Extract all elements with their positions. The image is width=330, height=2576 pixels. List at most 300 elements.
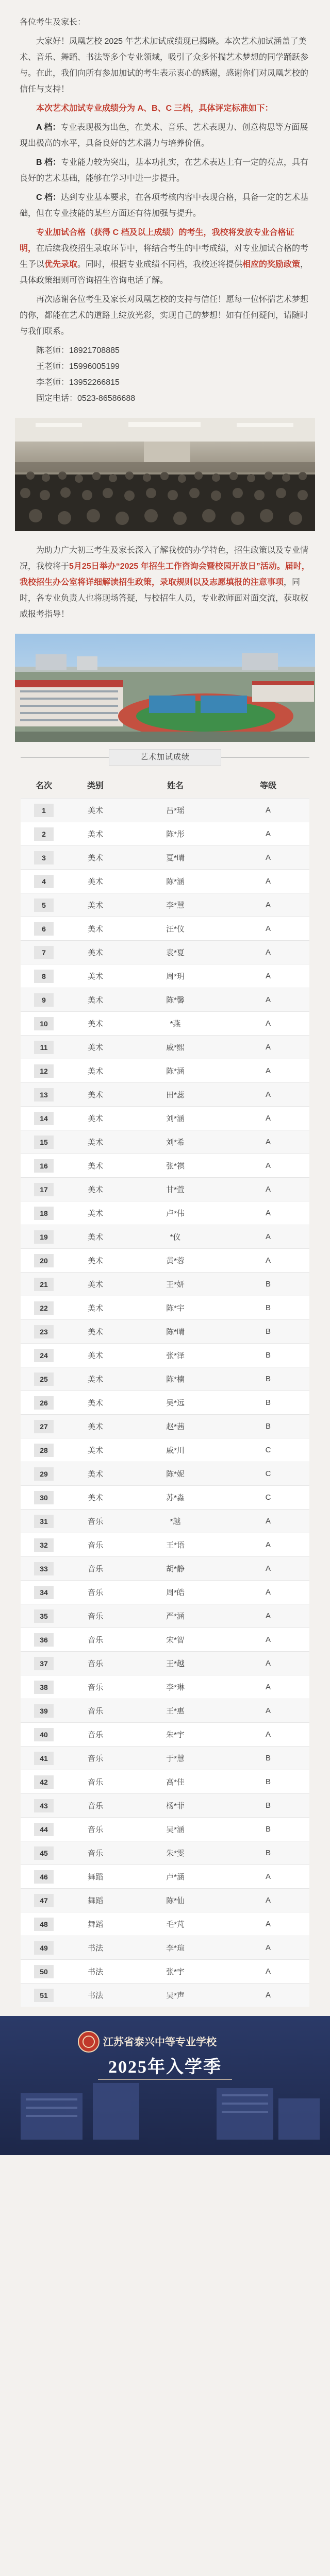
grade-cell: A <box>265 1706 271 1715</box>
table-row <box>21 845 309 869</box>
rank-number: 21 <box>34 1278 54 1291</box>
rank-cell <box>21 1444 67 1457</box>
grade-c-text: 达到专业基本要求，在各项考核内容中表现合格，具备一定的艺术基础，但在专业技能的某些方面还有待加强与提升。 <box>20 193 309 218</box>
table-row <box>21 1438 309 1462</box>
rank-cell <box>21 1112 67 1125</box>
rank-number: 12 <box>34 1064 54 1078</box>
table-row <box>21 917 309 940</box>
grade-cell: A <box>265 1588 271 1597</box>
name-cell: 汪*仪 <box>166 925 185 934</box>
category-cell: 美术 <box>87 948 103 957</box>
name-cell: 卢*涵 <box>166 1873 185 1882</box>
table-row <box>21 1793 309 1817</box>
grade-cell: A <box>265 901 271 909</box>
contact-item: 固定电话：0523-86586688 <box>36 394 136 403</box>
grade-cell: B <box>265 1801 271 1810</box>
rank-cell <box>21 1396 67 1410</box>
name-cell: 张*祺 <box>166 1162 185 1171</box>
name-cell: 朱*宇 <box>166 1731 185 1739</box>
grade-cell: A <box>265 1232 271 1241</box>
rank-cell <box>21 1775 67 1789</box>
name-cell: 夏*晴 <box>166 854 185 862</box>
rank-cell <box>21 1515 67 1528</box>
name-cell: 戚*熙 <box>166 1043 185 1052</box>
grade-cell: A <box>265 1161 271 1170</box>
name-cell: 于*慧 <box>166 1754 185 1763</box>
grade-cell: A <box>265 853 271 862</box>
table-header <box>21 771 309 798</box>
rank-number: 9 <box>34 993 54 1007</box>
table-row <box>21 869 309 893</box>
grade-criteria-heading: 本次艺术加试专业成绩分为 A、B、C 三档，具体评定标准如下： <box>36 104 273 113</box>
table-row <box>21 822 309 845</box>
table-row <box>21 1248 309 1272</box>
name-cell: *燕 <box>170 1020 181 1028</box>
rank-number: 49 <box>34 1941 54 1955</box>
rank-cell <box>21 1704 67 1718</box>
rank-cell <box>21 1467 67 1481</box>
grade-cell: C <box>265 1446 271 1454</box>
rank-number: 26 <box>34 1396 54 1410</box>
rank-number: 37 <box>34 1657 54 1670</box>
rank-cell <box>21 1681 67 1694</box>
grade-cell: A <box>265 1943 271 1952</box>
rank-number: 32 <box>34 1538 54 1552</box>
name-cell: 陈*彤 <box>166 830 185 839</box>
open-day-text-1: 为助力广大初三考生及家长深入了解我校的办学特色，招生政策以及专业情况，我校将于 <box>20 546 309 571</box>
rank-number: 10 <box>34 1017 54 1030</box>
name-cell: 王*妍 <box>166 1280 185 1289</box>
rank-number: 20 <box>34 1254 54 1267</box>
category-cell: 音乐 <box>87 1849 103 1858</box>
name-cell: 陈*仙 <box>166 1896 185 1905</box>
policy-red-2: 优先录取 <box>44 260 78 269</box>
grade-cell: B <box>265 1777 271 1786</box>
rank-number: 51 <box>34 1989 54 2002</box>
grade-cell: A <box>265 1896 271 1905</box>
open-day-highlight: 5月25日举办“2025 年招生工作咨询会暨校园开放日”活动。届时，我校招生办公室将详细解读招生政策，录取规则以及志愿填报的注意事项 <box>20 562 310 587</box>
rank-number: 13 <box>34 1088 54 1101</box>
open-day-paragraph <box>20 543 310 622</box>
grade-cell: A <box>265 1920 271 1928</box>
grade-cell: B <box>265 1351 271 1360</box>
name-cell: 黄*蓉 <box>166 1257 185 1265</box>
name-cell: 严*涵 <box>166 1612 185 1621</box>
category-cell: 美术 <box>87 1399 103 1408</box>
rank-cell <box>21 1372 67 1386</box>
name-cell: 陈*涵 <box>166 1067 185 1076</box>
table-row <box>21 1485 309 1509</box>
rank-cell <box>21 1918 67 1931</box>
name-cell: 吴*远 <box>166 1399 185 1408</box>
grade-b-text: 专业能力较为突出，基本功扎实，在艺术表达上有一定的亮点，具有良好的艺术基础，能够在学习中进一步提升。 <box>20 158 309 183</box>
category-cell: 美术 <box>87 1257 103 1265</box>
rank-number: 2 <box>34 827 54 841</box>
name-cell: 甘*萱 <box>166 1185 185 1194</box>
rank-number: 27 <box>34 1420 54 1433</box>
category-cell: 音乐 <box>87 1517 103 1526</box>
name-cell: 刘*涵 <box>166 1114 185 1123</box>
scores-banner-title: 艺术加试成绩 <box>140 753 190 761</box>
category-cell: 书法 <box>87 1968 103 1976</box>
table-row <box>21 964 309 988</box>
table-row <box>21 1628 309 1651</box>
category-cell: 美术 <box>87 1280 103 1289</box>
rank-number: 31 <box>34 1515 54 1528</box>
rank-cell <box>21 1064 67 1078</box>
grade-c-description <box>20 190 310 222</box>
grade-cell: A <box>265 1114 271 1123</box>
rank-number: 40 <box>34 1728 54 1741</box>
name-cell: 张*泽 <box>166 1351 185 1360</box>
category-cell: 书法 <box>87 1991 103 2000</box>
name-cell: 袁*夏 <box>166 948 185 957</box>
table-row <box>21 1604 309 1628</box>
category-cell: 美术 <box>87 1043 103 1052</box>
category-cell: 美术 <box>87 854 103 862</box>
rank-number: 4 <box>34 875 54 888</box>
category-cell: 美术 <box>87 1091 103 1099</box>
grade-cell: B <box>265 1825 271 1834</box>
grade-cell: A <box>265 1019 271 1028</box>
grade-cell: B <box>265 1280 271 1289</box>
grade-cell: A <box>265 1540 271 1549</box>
rank-number: 48 <box>34 1918 54 1931</box>
table-row <box>21 1817 309 1841</box>
category-cell: 音乐 <box>87 1731 103 1739</box>
table-row <box>21 1201 309 1225</box>
rank-cell <box>21 1941 67 1955</box>
name-cell: 王*惠 <box>166 1707 185 1716</box>
table-row <box>21 1035 309 1059</box>
table-row <box>21 1533 309 1556</box>
grade-b-description <box>20 155 310 187</box>
rank-number: 23 <box>34 1325 54 1338</box>
rank-cell <box>21 1136 67 1149</box>
rank-number: 25 <box>34 1372 54 1386</box>
rank-number: 19 <box>34 1230 54 1244</box>
name-cell: *仪 <box>170 1233 181 1242</box>
policy-red-1: 专业加试合格（获得 C 档及以上成绩）的考生，我校将发放专业合格证明， <box>20 228 294 253</box>
rank-number: 44 <box>34 1823 54 1836</box>
grade-cell: B <box>265 1849 271 1857</box>
name-cell: 李*琳 <box>166 1683 185 1692</box>
table-row <box>21 1959 309 1983</box>
category-cell: 音乐 <box>87 1565 103 1573</box>
table-row <box>21 798 309 822</box>
category-cell: 音乐 <box>87 1778 103 1787</box>
category-cell: 美术 <box>87 877 103 886</box>
name-cell: 李*慧 <box>166 901 185 910</box>
category-cell: 美术 <box>87 1446 103 1455</box>
category-cell: 美术 <box>87 972 103 981</box>
table-row <box>21 1011 309 1035</box>
rank-cell <box>21 1017 67 1030</box>
category-cell: 美术 <box>87 925 103 934</box>
open-day-text-2: ，同时，各专业负责人也将现场答疑，与校招生人员，专业教师面对面交流，获取权威报考指导！ <box>20 578 309 619</box>
rank-cell <box>21 1633 67 1647</box>
table-row <box>21 1106 309 1130</box>
rank-cell <box>21 1728 67 1741</box>
name-cell: 高*佳 <box>166 1778 185 1787</box>
category-cell: 美术 <box>87 830 103 839</box>
grade-cell: C <box>265 1493 271 1502</box>
rank-cell <box>21 922 67 936</box>
rank-number: 17 <box>34 1183 54 1196</box>
grade-a-label: A 档： <box>36 123 61 132</box>
rank-cell <box>21 1420 67 1433</box>
table-row <box>21 1722 309 1746</box>
grade-cell: B <box>265 1754 271 1762</box>
rank-cell <box>21 1586 67 1599</box>
table-row <box>21 1770 309 1793</box>
thanks-paragraph: 再次感谢各位考生及家长对凤凰艺校的支持与信任！愿每一位怀揣艺术梦想的你，都能在艺术的道路上绽放光彩，实现自己的梦想！如有任何疑问，请随时与我们联系。 <box>20 295 309 336</box>
name-cell: 朱*雯 <box>166 1849 185 1858</box>
rank-number: 38 <box>34 1681 54 1694</box>
category-cell: 美术 <box>87 1351 103 1360</box>
header-rank: 名次 <box>35 781 52 790</box>
grade-cell: A <box>265 829 271 838</box>
rank-number: 45 <box>34 1846 54 1860</box>
rank-number: 29 <box>34 1467 54 1481</box>
table-row <box>21 1319 309 1343</box>
name-cell: 吴*声 <box>166 1991 185 2000</box>
policy-text-3: ，具体政策细则可咨询招生咨询电话了解。 <box>20 260 309 285</box>
table-row <box>21 1225 309 1248</box>
category-cell: 音乐 <box>87 1754 103 1763</box>
rank-cell <box>21 1325 67 1338</box>
rank-cell <box>21 993 67 1007</box>
rank-number: 15 <box>34 1136 54 1149</box>
rank-number: 28 <box>34 1444 54 1457</box>
rank-cell <box>21 970 67 983</box>
name-cell: 陈*楠 <box>166 1375 185 1384</box>
name-cell: 戚*川 <box>166 1446 185 1455</box>
category-cell: 美术 <box>87 1422 103 1431</box>
rank-cell <box>21 875 67 888</box>
table-row <box>21 1130 309 1154</box>
category-cell: 书法 <box>87 1944 103 1953</box>
table-row <box>21 940 309 964</box>
grade-cell: B <box>265 1375 271 1383</box>
grade-cell: A <box>265 972 271 980</box>
greeting: 各位考生及家长： <box>20 18 86 27</box>
policy-text-2: 。同时，根据专业成绩不同档，我校还将提供 <box>77 260 243 269</box>
category-cell: 美术 <box>87 1114 103 1123</box>
category-cell: 舞蹈 <box>87 1873 103 1882</box>
grade-cell: A <box>265 1872 271 1881</box>
rank-cell <box>21 1870 67 1884</box>
grade-cell: A <box>265 1991 271 1999</box>
rank-cell <box>21 1657 67 1670</box>
grade-cell: A <box>265 806 271 815</box>
category-cell: 美术 <box>87 1067 103 1076</box>
rank-cell <box>21 1823 67 1836</box>
category-cell: 美术 <box>87 1138 103 1147</box>
rank-number: 50 <box>34 1965 54 1978</box>
category-cell: 美术 <box>87 806 103 815</box>
grade-cell: A <box>265 1635 271 1644</box>
name-cell: 宋*智 <box>166 1636 185 1645</box>
grade-cell: A <box>265 1683 271 1691</box>
grade-cell: B <box>265 1327 271 1336</box>
rank-cell <box>21 1538 67 1552</box>
rank-number: 34 <box>34 1586 54 1599</box>
policy-red-3: 相应的奖励政策 <box>242 260 301 269</box>
table-row <box>21 1865 309 1888</box>
grade-b-label: B 档： <box>36 158 61 167</box>
table-row <box>21 1888 309 1912</box>
rank-number: 14 <box>34 1112 54 1125</box>
rank-cell <box>21 1278 67 1291</box>
category-cell: 音乐 <box>87 1588 103 1597</box>
grade-c-label: C 档： <box>36 193 61 202</box>
open-day-section <box>0 531 330 622</box>
table-row <box>21 1414 309 1438</box>
grade-cell: A <box>265 1612 271 1620</box>
rank-cell <box>21 851 67 865</box>
category-cell: 音乐 <box>87 1636 103 1645</box>
rank-cell <box>21 1207 67 1220</box>
contact-list <box>36 343 310 406</box>
category-cell: 美术 <box>87 1162 103 1171</box>
rank-number: 42 <box>34 1775 54 1789</box>
table-row <box>21 1391 309 1414</box>
rank-cell <box>21 1159 67 1173</box>
rank-number: 3 <box>34 851 54 865</box>
grade-cell: A <box>265 877 271 886</box>
name-cell: 刘*希 <box>166 1138 185 1147</box>
header-grade: 等级 <box>259 781 276 790</box>
name-cell: 苏*淼 <box>166 1494 185 1502</box>
rank-number: 22 <box>34 1301 54 1315</box>
poster-school-name: 江苏省泰兴中等专业学校 <box>103 2037 217 2048</box>
category-cell: 美术 <box>87 1209 103 1218</box>
name-cell: 陈*宇 <box>166 1304 185 1313</box>
grade-cell: A <box>265 1138 271 1146</box>
table-row <box>21 1272 309 1296</box>
auditorium-photo <box>15 418 315 531</box>
name-cell: 周*玥 <box>166 972 185 981</box>
rank-number: 46 <box>34 1870 54 1884</box>
scores-banner <box>109 749 221 766</box>
category-cell: 美术 <box>87 1233 103 1242</box>
name-cell: 杨*菲 <box>166 1802 185 1810</box>
rank-cell <box>21 804 67 817</box>
rank-cell <box>21 1491 67 1504</box>
grade-cell: A <box>265 1209 271 1217</box>
category-cell: 美术 <box>87 901 103 910</box>
table-row <box>21 1367 309 1391</box>
category-cell: 音乐 <box>87 1612 103 1621</box>
name-cell: 毛*芃 <box>166 1920 185 1929</box>
grade-cell: A <box>265 1043 271 1052</box>
table-row <box>21 1296 309 1319</box>
table-row <box>21 1343 309 1367</box>
category-cell: 舞蹈 <box>87 1920 103 1929</box>
header-category: 类别 <box>87 781 104 790</box>
table-row <box>21 1556 309 1580</box>
grade-cell: A <box>265 1564 271 1573</box>
rank-cell <box>21 1254 67 1267</box>
category-cell: 美术 <box>87 1375 103 1384</box>
rank-cell <box>21 1562 67 1575</box>
contact-item: 李老师：13952266815 <box>36 378 120 387</box>
rank-number: 7 <box>34 946 54 959</box>
table-row <box>21 1154 309 1177</box>
rank-number: 1 <box>34 804 54 817</box>
grade-cell: A <box>265 1967 271 1976</box>
category-cell: 舞蹈 <box>87 1896 103 1905</box>
contact-item: 陈老师：18921708885 <box>36 346 120 355</box>
table-row <box>21 1746 309 1770</box>
name-cell: 周*皓 <box>166 1588 185 1597</box>
rank-number: 18 <box>34 1207 54 1220</box>
grade-cell: A <box>265 924 271 933</box>
category-cell: 音乐 <box>87 1541 103 1550</box>
rank-cell <box>21 946 67 959</box>
category-cell: 美术 <box>87 1185 103 1194</box>
rank-number: 39 <box>34 1704 54 1718</box>
table-row <box>21 1912 309 1936</box>
name-cell: 陈*馨 <box>166 996 185 1005</box>
name-cell: 吕*瑶 <box>166 806 185 815</box>
grade-cell: A <box>265 1185 271 1194</box>
table-row <box>21 1699 309 1722</box>
rank-number: 30 <box>34 1491 54 1504</box>
category-cell: 音乐 <box>87 1802 103 1810</box>
name-cell: 赵*茜 <box>166 1422 185 1431</box>
school-emblem-icon <box>78 2031 99 2052</box>
rank-number: 8 <box>34 970 54 983</box>
category-cell: 美术 <box>87 1494 103 1502</box>
scores-table <box>21 771 309 2007</box>
name-cell: *越 <box>170 1517 181 1526</box>
rank-cell <box>21 1609 67 1623</box>
name-cell: 田*蕊 <box>166 1091 185 1099</box>
contact-item: 王老师：15996005199 <box>36 362 120 371</box>
rank-cell <box>21 1088 67 1101</box>
rank-number: 24 <box>34 1349 54 1362</box>
table-row <box>21 1841 309 1865</box>
table-row <box>21 988 309 1011</box>
category-cell: 音乐 <box>87 1707 103 1716</box>
table-row <box>21 1462 309 1485</box>
header-name: 姓名 <box>167 781 184 790</box>
name-cell: 李*瑄 <box>166 1944 185 1953</box>
table-row <box>21 1651 309 1675</box>
grade-a-text: 专业表现极为出色，在美术、音乐、艺术表现力、创意构思等方面展现出极高的水平，具备良好的艺术潜力与培养价值。 <box>20 123 308 148</box>
rank-cell <box>21 1183 67 1196</box>
rank-number: 6 <box>34 922 54 936</box>
grade-cell: A <box>265 1659 271 1668</box>
table-row <box>21 1675 309 1699</box>
rank-cell <box>21 1301 67 1315</box>
policy-text-1: 在后续我校招生录取环节中，将结合考生的中考成绩，对专业加试合格的考生予以 <box>20 244 309 269</box>
poster-title: 2025年入学季 <box>108 2058 222 2077</box>
name-cell: 陈*晴 <box>166 1328 185 1336</box>
table-row <box>21 1509 309 1533</box>
rank-number: 5 <box>34 899 54 912</box>
rank-cell <box>21 1041 67 1054</box>
admission-poster <box>0 2016 330 2155</box>
name-cell: 胡*静 <box>166 1565 185 1573</box>
grade-a-description <box>20 120 310 151</box>
grade-cell: A <box>265 1256 271 1265</box>
rank-cell <box>21 1799 67 1812</box>
table-row <box>21 1983 309 2007</box>
table-row <box>21 1082 309 1106</box>
